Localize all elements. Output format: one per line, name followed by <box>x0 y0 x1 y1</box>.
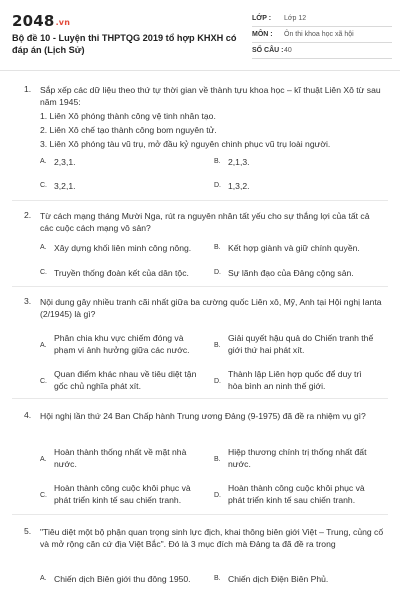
option-text: Chiến dịch Điện Biên Phủ. <box>228 574 329 584</box>
option-text: 2,1,3. <box>228 157 250 167</box>
option-letter: A. <box>40 456 47 463</box>
question-number: 3. <box>24 296 32 306</box>
option-text: Chiến dịch Biên giới thu đông 1950. <box>54 574 191 584</box>
option-text: 1,3,2. <box>228 181 250 191</box>
question-number: 5. <box>24 526 32 536</box>
meta-key: MÔN : <box>252 31 273 38</box>
question-divider <box>12 398 388 399</box>
question-item: 1. Liên Xô phóng thành công vệ tinh nhân tạo. <box>40 111 216 121</box>
option-text: Thành lập Liên hợp quốc để duy trì hòa bình an ninh thế giới. <box>228 369 362 391</box>
option-letter: B. <box>214 456 221 463</box>
option-text: Quan điểm khác nhau về tiêu diệt tận gốc chủ nghĩa phát xít. <box>54 369 197 391</box>
option-text: Hoàn thành công cuộc khôi phục và phát triển kinh tế sau chiến tranh. <box>228 483 365 505</box>
option-letter: B. <box>214 342 221 349</box>
meta-value: Ôn thi khoa học xã hội <box>284 31 354 38</box>
option-text: Hiệp thương chính trị thống nhất đất nước. <box>228 447 367 469</box>
meta-table <box>252 11 392 59</box>
meta-key: LỚP : <box>252 15 272 22</box>
option-letter: A. <box>40 158 47 165</box>
option-letter: B. <box>214 158 221 165</box>
question-text: Hội nghị lần thứ 24 Ban Chấp hành Trung ương Đảng (9-1975) đã đề ra nhiệm vụ gì? <box>40 411 366 421</box>
option-text: Kết hợp giành và giữ chính quyền. <box>228 243 360 253</box>
option-letter: C. <box>40 269 47 276</box>
option-text: Xây dựng khối liên minh công nông. <box>54 243 192 253</box>
option-text: Hoàn thành công cuộc khôi phục và phát triển kinh tế sau chiến tranh. <box>54 483 191 505</box>
option-letter: D. <box>214 378 221 385</box>
document-header <box>0 0 400 62</box>
logo-suffix: .vn <box>55 18 71 27</box>
question-item: 3. Liên Xô phóng tàu vũ trụ, mở đầu kỷ nguyên chinh phục vũ trụ loài người. <box>40 139 331 149</box>
option-letter: A. <box>40 244 47 251</box>
meta-value: Lớp 12 <box>284 15 307 22</box>
option-text: Hoàn thành thống nhất về mặt nhà nước. <box>54 447 187 469</box>
option-letter: B. <box>214 575 221 582</box>
option-letter: C. <box>40 182 47 189</box>
option-text: Sự lãnh đạo của Đảng cộng sản. <box>228 268 354 278</box>
meta-row-class <box>252 11 392 27</box>
option-letter: D. <box>214 269 221 276</box>
meta-key: SỐ CÂU : <box>252 47 284 54</box>
option-letter: B. <box>214 244 221 251</box>
meta-row-subject <box>252 27 392 43</box>
option-letter: A. <box>40 575 47 582</box>
document-title: Bộ đề 10 - Luyện thi THPTQG 2019 tổ hợp KHXH có đáp án (Lịch Sử) <box>12 33 237 55</box>
option-text: Truyền thống đoàn kết của dân tộc. <box>54 268 189 278</box>
question-text: Nội dung gây nhiều tranh cãi nhất giữa ba cường quốc Liên xô, Mỹ, Anh tại Hội nghị Ianta (2/1945) là gì? <box>40 297 382 319</box>
meta-value: 40 <box>284 47 292 54</box>
question-divider <box>12 286 388 287</box>
header-divider <box>0 70 400 71</box>
question-number: 1. <box>24 84 32 94</box>
option-letter: D. <box>214 182 221 189</box>
question-text: Sắp xếp các dữ liệu theo thứ tự thời gian về thành tựu khoa học – kĩ thuật Liên Xô từ sau năm 1945: <box>40 85 381 107</box>
meta-row-count <box>252 43 392 59</box>
option-letter: D. <box>214 492 221 499</box>
option-text: 3,2,1. <box>54 181 76 191</box>
site-logo[interactable]: 2048.vn <box>12 12 71 30</box>
option-letter: A. <box>40 342 47 349</box>
question-number: 2. <box>24 210 32 220</box>
option-letter: C. <box>40 492 47 499</box>
question-divider <box>12 200 388 201</box>
question-number: 4. <box>24 410 32 420</box>
option-text: 2,3,1. <box>54 157 76 167</box>
question-text: Từ cách mạng tháng Mười Nga, rút ra nguyên nhân tất yếu cho sự thắng lợi của tất cả các cuộc cách mạng vô sản? <box>40 211 370 233</box>
question-divider <box>12 514 388 515</box>
question-text: "Tiêu diệt một bộ phận quan trọng sinh lực địch, khai thông biên giới Việt – Trung, củng cố và mở rộng căn cứ địa Việt Bắc". Đó là 3 mục đích mà Đảng ta đã đề ra trong <box>40 527 384 549</box>
option-letter: C. <box>40 378 47 385</box>
question-item: 2. Liên Xô chế tạo thành công bom nguyên tử. <box>40 125 217 135</box>
option-text: Giải quyết hậu quả do Chiến tranh thế giới thứ hai phát xít. <box>228 333 374 355</box>
option-text: Phân chia khu vực chiếm đóng và phạm vi ảnh hưởng giữa các nước. <box>54 333 190 355</box>
